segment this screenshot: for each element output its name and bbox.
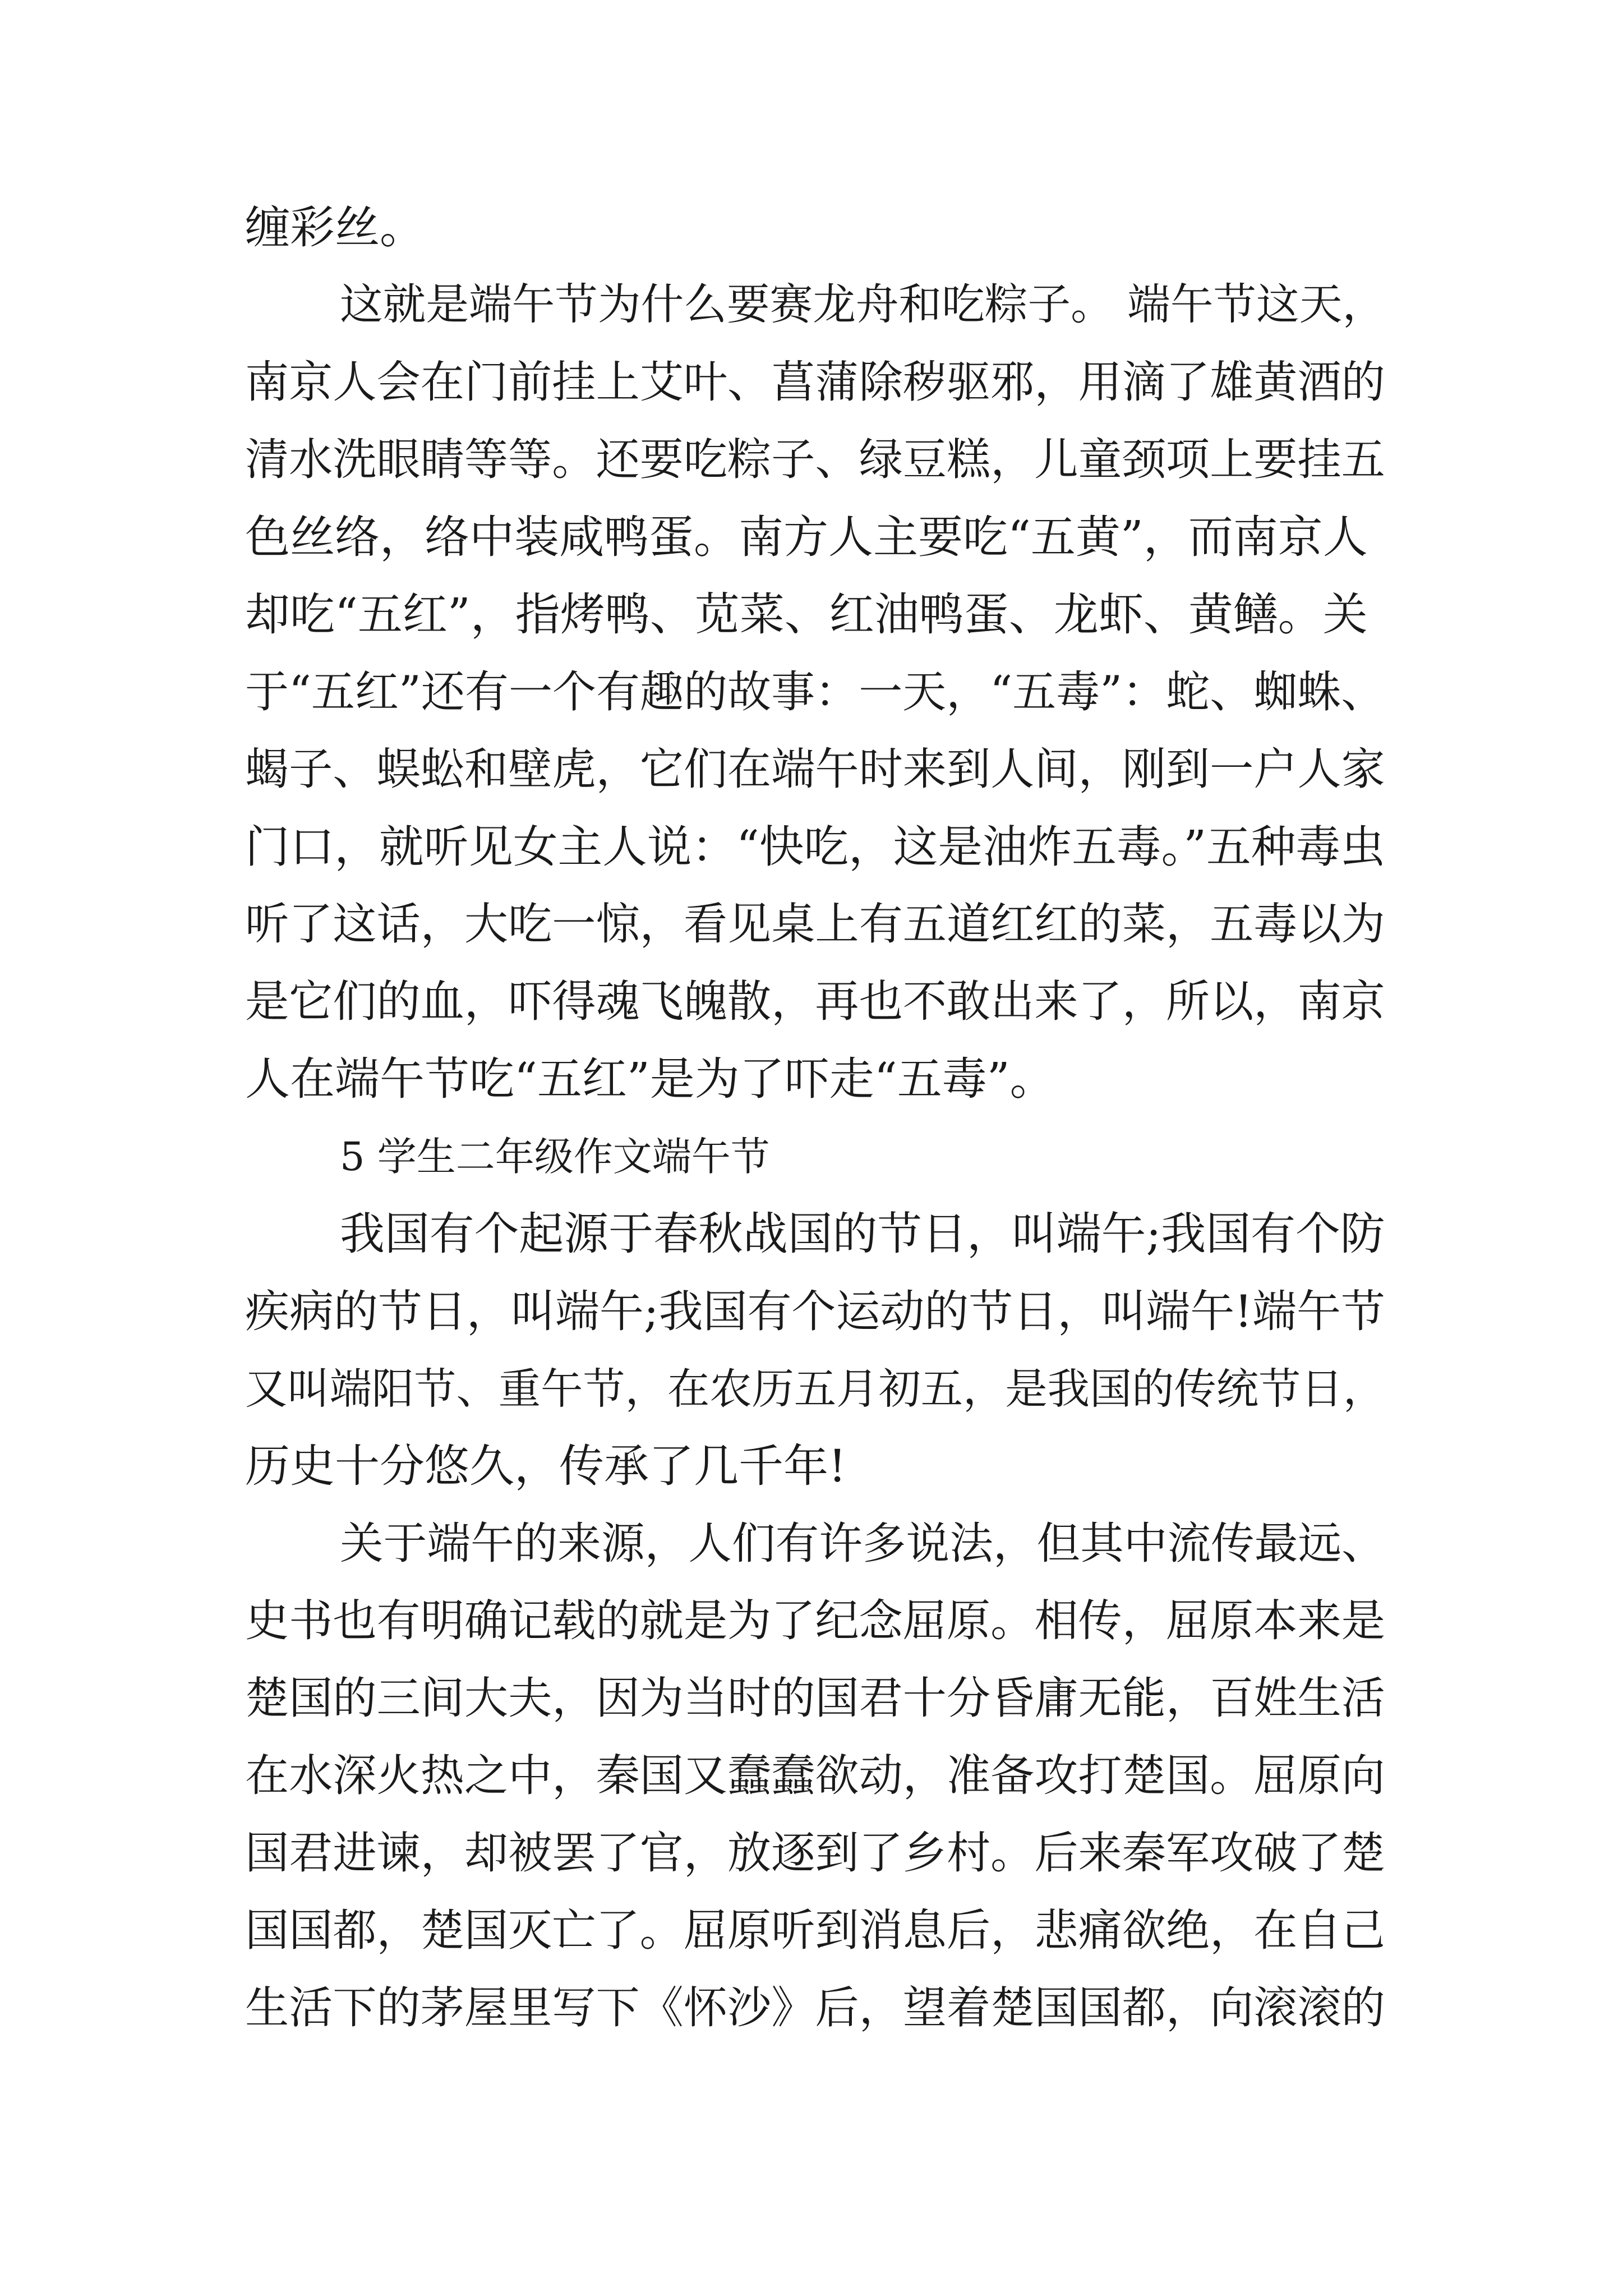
text-line: 清水洗眼睛等等。还要吃粽子、绿豆糕，儿童颈项上要挂五: [245, 434, 1385, 485]
text-line: 门口，就听见女主人说：“快吃，这是油炸五毒。”五种毒虫: [245, 821, 1385, 873]
text-line: 国君进谏，却被罢了官，放逐到了乡村。后来秦军攻破了楚: [245, 1828, 1385, 1879]
text-line: 于“五红”还有一个有趣的故事：一天，“五毒”：蛇、蜘蛛、: [245, 667, 1385, 717]
text-line: 史书也有明确记载的就是为了纪念屈原。相传，屈原本来是: [245, 1595, 1385, 1646]
text-line: 是它们的血，吓得魂飞魄散，再也不敢出来了，所以，南京: [245, 976, 1385, 1027]
text-line: 又叫端阳节、重午节，在农历五月初五，是我国的传统节日，: [245, 1364, 1386, 1414]
text-line: 听了这话，大吃一惊，看见桌上有五道红红的菜，五毒以为: [245, 899, 1385, 950]
text-line: 生活下的茅屋里写下《怀沙》后，望着楚国国都，向滚滚的: [245, 1982, 1385, 2033]
text-line: 关于端午的来源，人们有许多说法，但其中流传最远、: [340, 1519, 1385, 1569]
text-line: 这就是端午节为什么要赛龙舟和吃粽子。 端午节这天，: [340, 280, 1386, 330]
text-line: 缠彩丝。: [245, 201, 425, 254]
text-line: 色丝络，络中装咸鸭蛋。南方人主要吃“五黄”，而南京人: [245, 511, 1368, 563]
text-line: 南京人会在门前挂上艾叶、菖蒲除秽驱邪，用滴了雄黄酒的: [245, 357, 1385, 408]
text-line: 在水深火热之中，秦国又蠢蠢欲动，准备攻打楚国。屈原向: [245, 1750, 1385, 1801]
text-line: 却吃“五红”，指烤鸭、苋菜、红油鸭蛋、龙虾、黄鳝。关: [245, 588, 1368, 641]
text-line: 历史十分悠久，传承了几千年!: [245, 1440, 847, 1492]
text-line: 人在端午节吃“五红”是为了吓走“五毒”。: [245, 1053, 1055, 1105]
text-line: 蝎子、蜈蚣和壁虎，它们在端午时来到人间，刚到一户人家: [245, 744, 1385, 795]
text-line: 我国有个起源于春秋战国的节日，叫端午;我国有个防: [340, 1208, 1385, 1260]
text-line: 楚国的三间大夫，因为当时的国君十分昏庸无能，百姓生活: [245, 1673, 1385, 1724]
section-heading: 5 学生二年级作文端午节: [340, 1134, 770, 1180]
text-line: 国国都，楚国灭亡了。屈原听到消息后，悲痛欲绝，在自己: [245, 1905, 1385, 1956]
text-line: 疾病的节日，叫端午;我国有个运动的节日，叫端午!端午节: [245, 1286, 1385, 1337]
